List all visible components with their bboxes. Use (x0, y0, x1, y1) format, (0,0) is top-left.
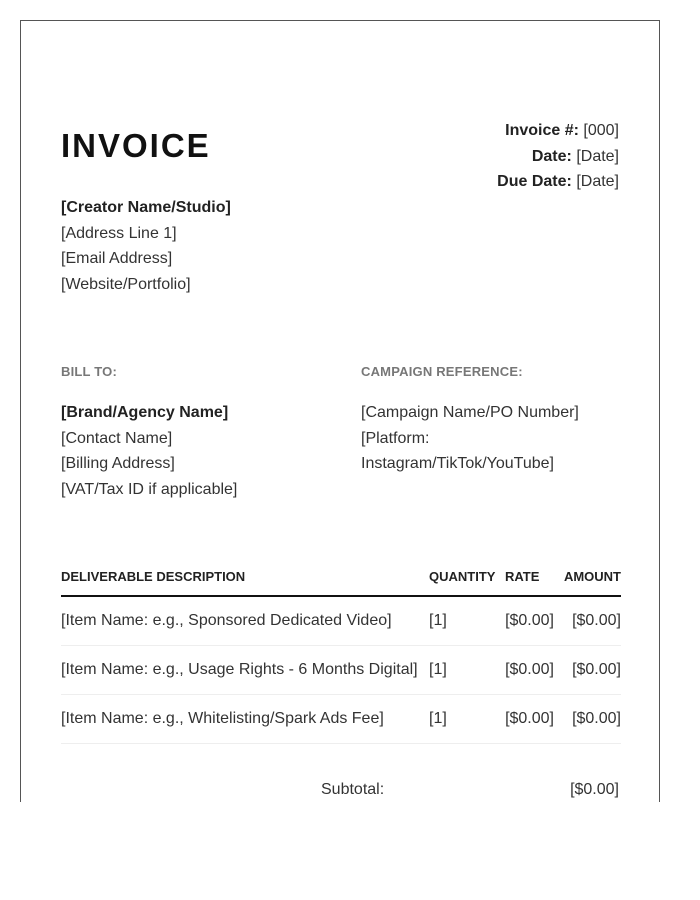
due-date-label: Due Date: (497, 173, 572, 190)
subtotal-label: Subtotal: (321, 781, 385, 798)
row-description: [Item Name: e.g., Usage Rights - 6 Months Digital] (61, 661, 418, 678)
invoice-title: INVOICE (61, 127, 211, 164)
invoice-date-line (497, 144, 619, 170)
sender-block (61, 195, 231, 297)
due-date-value: [Date] (576, 173, 619, 190)
row-quantity: [1] (429, 612, 447, 629)
table-row (61, 695, 621, 744)
subtotal-value: [$0.00] (570, 781, 619, 798)
table-row (61, 646, 621, 695)
invoice-meta (497, 118, 619, 195)
sender-email: [Email Address] (61, 250, 173, 267)
bill-to-block (61, 400, 237, 502)
campaign-platform-line2: Instagram/TikTok/YouTube] (361, 455, 554, 472)
invoice-date-value: [Date] (576, 147, 619, 165)
bill-to-name: [Brand/Agency Name] (61, 404, 229, 421)
sender-name: [Creator Name/Studio] (61, 199, 231, 216)
bill-to-address: [Billing Address] (61, 455, 175, 472)
sender-website: [Website/Portfolio] (61, 275, 191, 293)
header-rate: RATE (505, 569, 540, 584)
table-row (61, 597, 621, 646)
campaign-name: [Campaign Name/PO Number] (361, 404, 579, 421)
bill-to-contact: [Contact Name] (61, 429, 173, 447)
invoice-number-label: Invoice #: (505, 122, 579, 139)
header-description: DELIVERABLE DESCRIPTION (61, 569, 246, 584)
bill-to-heading: BILL TO: (61, 364, 118, 379)
row-amount: [$0.00] (572, 612, 621, 629)
campaign-block (361, 400, 601, 477)
row-rate: [$0.00] (505, 710, 554, 727)
row-description: [Item Name: e.g., Whitelisting/Spark Ads Fee] (61, 710, 384, 727)
campaign-platform-line1: [Platform: (361, 429, 430, 447)
invoice-page (20, 20, 660, 802)
row-amount: [$0.00] (572, 661, 621, 678)
row-description: [Item Name: e.g., Sponsored Dedicated Video] (61, 612, 392, 629)
row-amount: [$0.00] (572, 710, 621, 727)
invoice-number-line (497, 118, 619, 144)
deliverables-table (61, 565, 621, 744)
header-quantity: QUANTITY (429, 569, 496, 584)
sender-address: [Address Line 1] (61, 224, 177, 242)
row-rate: [$0.00] (505, 661, 554, 678)
invoice-number-value: [000] (583, 122, 619, 139)
invoice-date-label: Date: (531, 147, 572, 165)
due-date-line (497, 169, 619, 195)
row-rate: [$0.00] (505, 612, 554, 629)
row-quantity: [1] (429, 710, 447, 727)
campaign-reference-heading: CAMPAIGN REFERENCE: (361, 364, 523, 379)
header-amount: AMOUNT (563, 569, 621, 584)
row-quantity: [1] (429, 661, 447, 678)
table-header (61, 565, 621, 597)
bill-to-tax-id: [VAT/Tax ID if applicable] (61, 480, 238, 498)
